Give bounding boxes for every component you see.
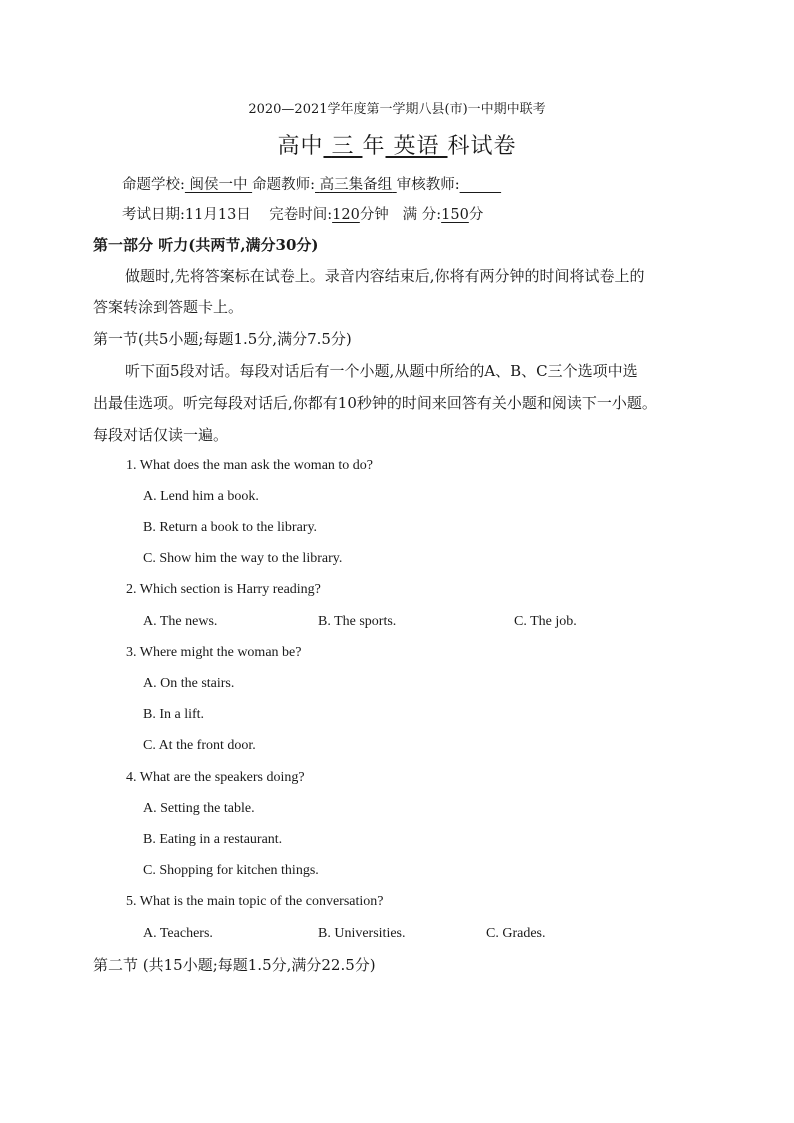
question-stem: 1. What does the man ask the woman to do? [126, 458, 374, 473]
exam-info [122, 205, 483, 225]
section1-instruction-line1: 听下面5段对话。每段对话后有一个小题,从题中所给的A、B、C三个选项中选 [125, 362, 638, 380]
question-option: B. Return a book to the library. [143, 520, 318, 535]
title-grade: 三 [331, 134, 355, 159]
question-option: A. On the stairs. [143, 676, 235, 691]
date-label: 考试日期: [122, 207, 185, 223]
title-mid: 年 [362, 134, 386, 159]
score-unit: 分 [468, 207, 484, 223]
question-option: B. Universities. [318, 926, 406, 941]
part1-heading: 第一部分 听力(共两节,满分30分) [93, 236, 319, 254]
title-suffix: 科试卷 [447, 134, 517, 159]
question-option: B. Eating in a restaurant. [143, 832, 283, 847]
time-label: 完卷时间: [269, 207, 333, 223]
question-option: C. Show him the way to the library. [143, 551, 343, 566]
question-stem: 5. What is the main topic of the conversation? [126, 894, 384, 909]
time-unit: 分钟 [359, 207, 389, 223]
question-option: A. Setting the table. [143, 801, 255, 816]
question-stem: 3. Where might the woman be? [126, 645, 302, 660]
author-info [122, 175, 501, 195]
section2-heading: 第二节 (共15小题;每题1.5分,满分22.5分) [93, 956, 376, 974]
paper-title [0, 132, 794, 162]
title-prefix: 高中 [277, 134, 324, 159]
question-option: A. Lend him a book. [143, 489, 259, 504]
section1-instruction-line2: 出最佳选项。听完每段对话后,你都有10秒钟的时间来回答有关小题和阅读下一小题。 [93, 394, 657, 412]
exam-name: 2020—2021学年度第一学期八县(市)一中期中联考 [248, 102, 546, 117]
section1-heading: 第一节(共5小题;每题1.5分,满分7.5分) [93, 330, 352, 348]
score-label: 满 分: [402, 207, 442, 223]
question-option: B. In a lift. [143, 707, 205, 722]
reviewer-label: 审核教师: [396, 177, 460, 193]
question-stem: 2. Which section is Harry reading? [126, 582, 321, 597]
teacher-label: 命题教师: [252, 177, 315, 193]
teacher-value: 高三集备组 [319, 177, 393, 193]
question-option: C. Shopping for kitchen things. [143, 863, 319, 878]
question-option: C. At the front door. [143, 738, 256, 753]
reviewer-value [460, 177, 501, 193]
time-value: 120 [332, 207, 360, 223]
question-option: B. The sports. [318, 614, 397, 629]
part1-instruction-line2: 答案转涂到答题卡上。 [93, 298, 244, 316]
part1-instruction-line1: 做题时,先将答案标在试卷上。录音内容结束后,你将有两分钟的时间将试卷上的 [125, 267, 645, 285]
date-value: 11月13日 [184, 207, 251, 223]
question-option: A. The news. [143, 614, 218, 629]
school-label: 命题学校: [122, 177, 185, 193]
question-option: C. The job. [514, 614, 577, 629]
question-stem: 4. What are the speakers doing? [126, 770, 305, 785]
title-subject: 英语 [393, 134, 440, 159]
section1-instruction-line3: 每段对话仅读一遍。 [93, 426, 229, 444]
score-value: 150 [441, 207, 469, 223]
question-option: A. Teachers. [143, 926, 213, 941]
school-value: 闽侯一中 [189, 177, 248, 193]
question-option: C. Grades. [486, 926, 546, 941]
